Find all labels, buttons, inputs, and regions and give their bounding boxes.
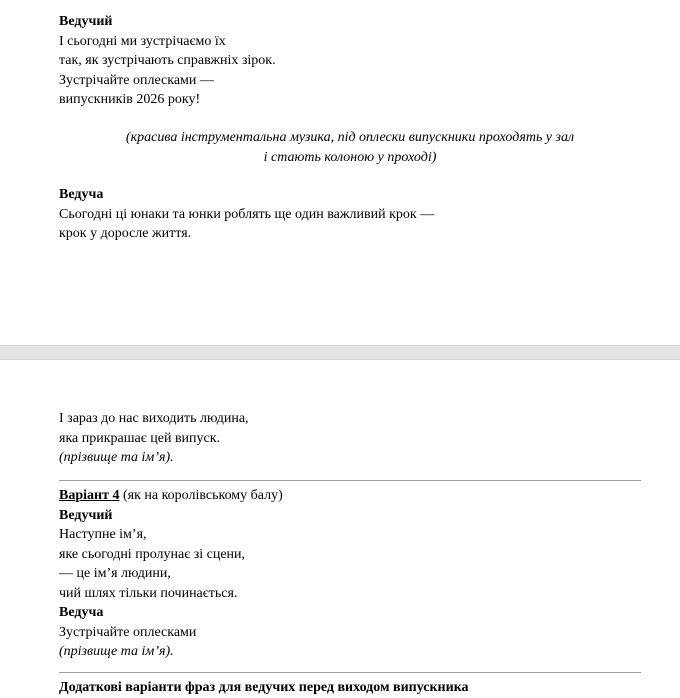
speech-line: Сьогодні ці юнаки та юнки роблять ще один важливий крок — [59,206,435,222]
speaker-label: Ведучий [59,14,113,29]
page-separator [0,345,680,360]
speech-line: крок у доросле життя. [59,226,192,241]
speaker-label: Ведуча [59,605,104,620]
horizontal-rule [59,672,641,673]
stage-direction-line: і стають колоною у проході) [263,149,437,165]
speaker-label: Ведучий [59,507,113,523]
document-page-2 [0,360,680,697]
speech-line: випускників 2026 року! [59,92,201,107]
speech-block-host-female [59,185,649,244]
speech-line: — це ім’я людини, [59,566,171,581]
variant-block [59,486,649,662]
speech-line: чий шлях тільки починається. [59,585,238,601]
name-placeholder: (прізвище та ім’я). [59,450,174,465]
horizontal-rule [59,480,641,481]
speech-block-host-male [59,12,649,110]
speech-line: І сьогодні ми зустрічаємо їх [59,33,226,49]
variant-note: (як на королівському балу) [119,488,283,503]
speech-line: Наступне ім’я, [59,527,147,542]
speech-line: яка прикрашає цей випуск. [59,430,221,446]
name-placeholder: (прізвище та ім’я). [59,644,174,659]
speech-line: так, як зустрічають справжніх зірок. [59,53,276,68]
speech-line: І зараз до нас виходить людина, [59,411,249,426]
section-heading: Додаткові варіанти фраз для ведучих перед виходом випускника [59,680,469,695]
section-heading-block [59,678,649,698]
document-page-1 [0,0,680,345]
stage-direction [59,128,641,167]
intro-block [59,409,649,468]
variant-heading [59,486,649,506]
speech-line: Зустрічайте оплесками [59,624,197,640]
speaker-label: Ведуча [59,187,104,202]
speech-line: яке сьогодні пролунає зі сцени, [59,546,246,562]
stage-direction-line: (красива інструментальна музика, під оплески випускники проходять у зал [125,130,575,145]
speech-line: Зустрічайте оплесками — [59,72,214,88]
variant-title: Варіант 4 [59,488,120,503]
